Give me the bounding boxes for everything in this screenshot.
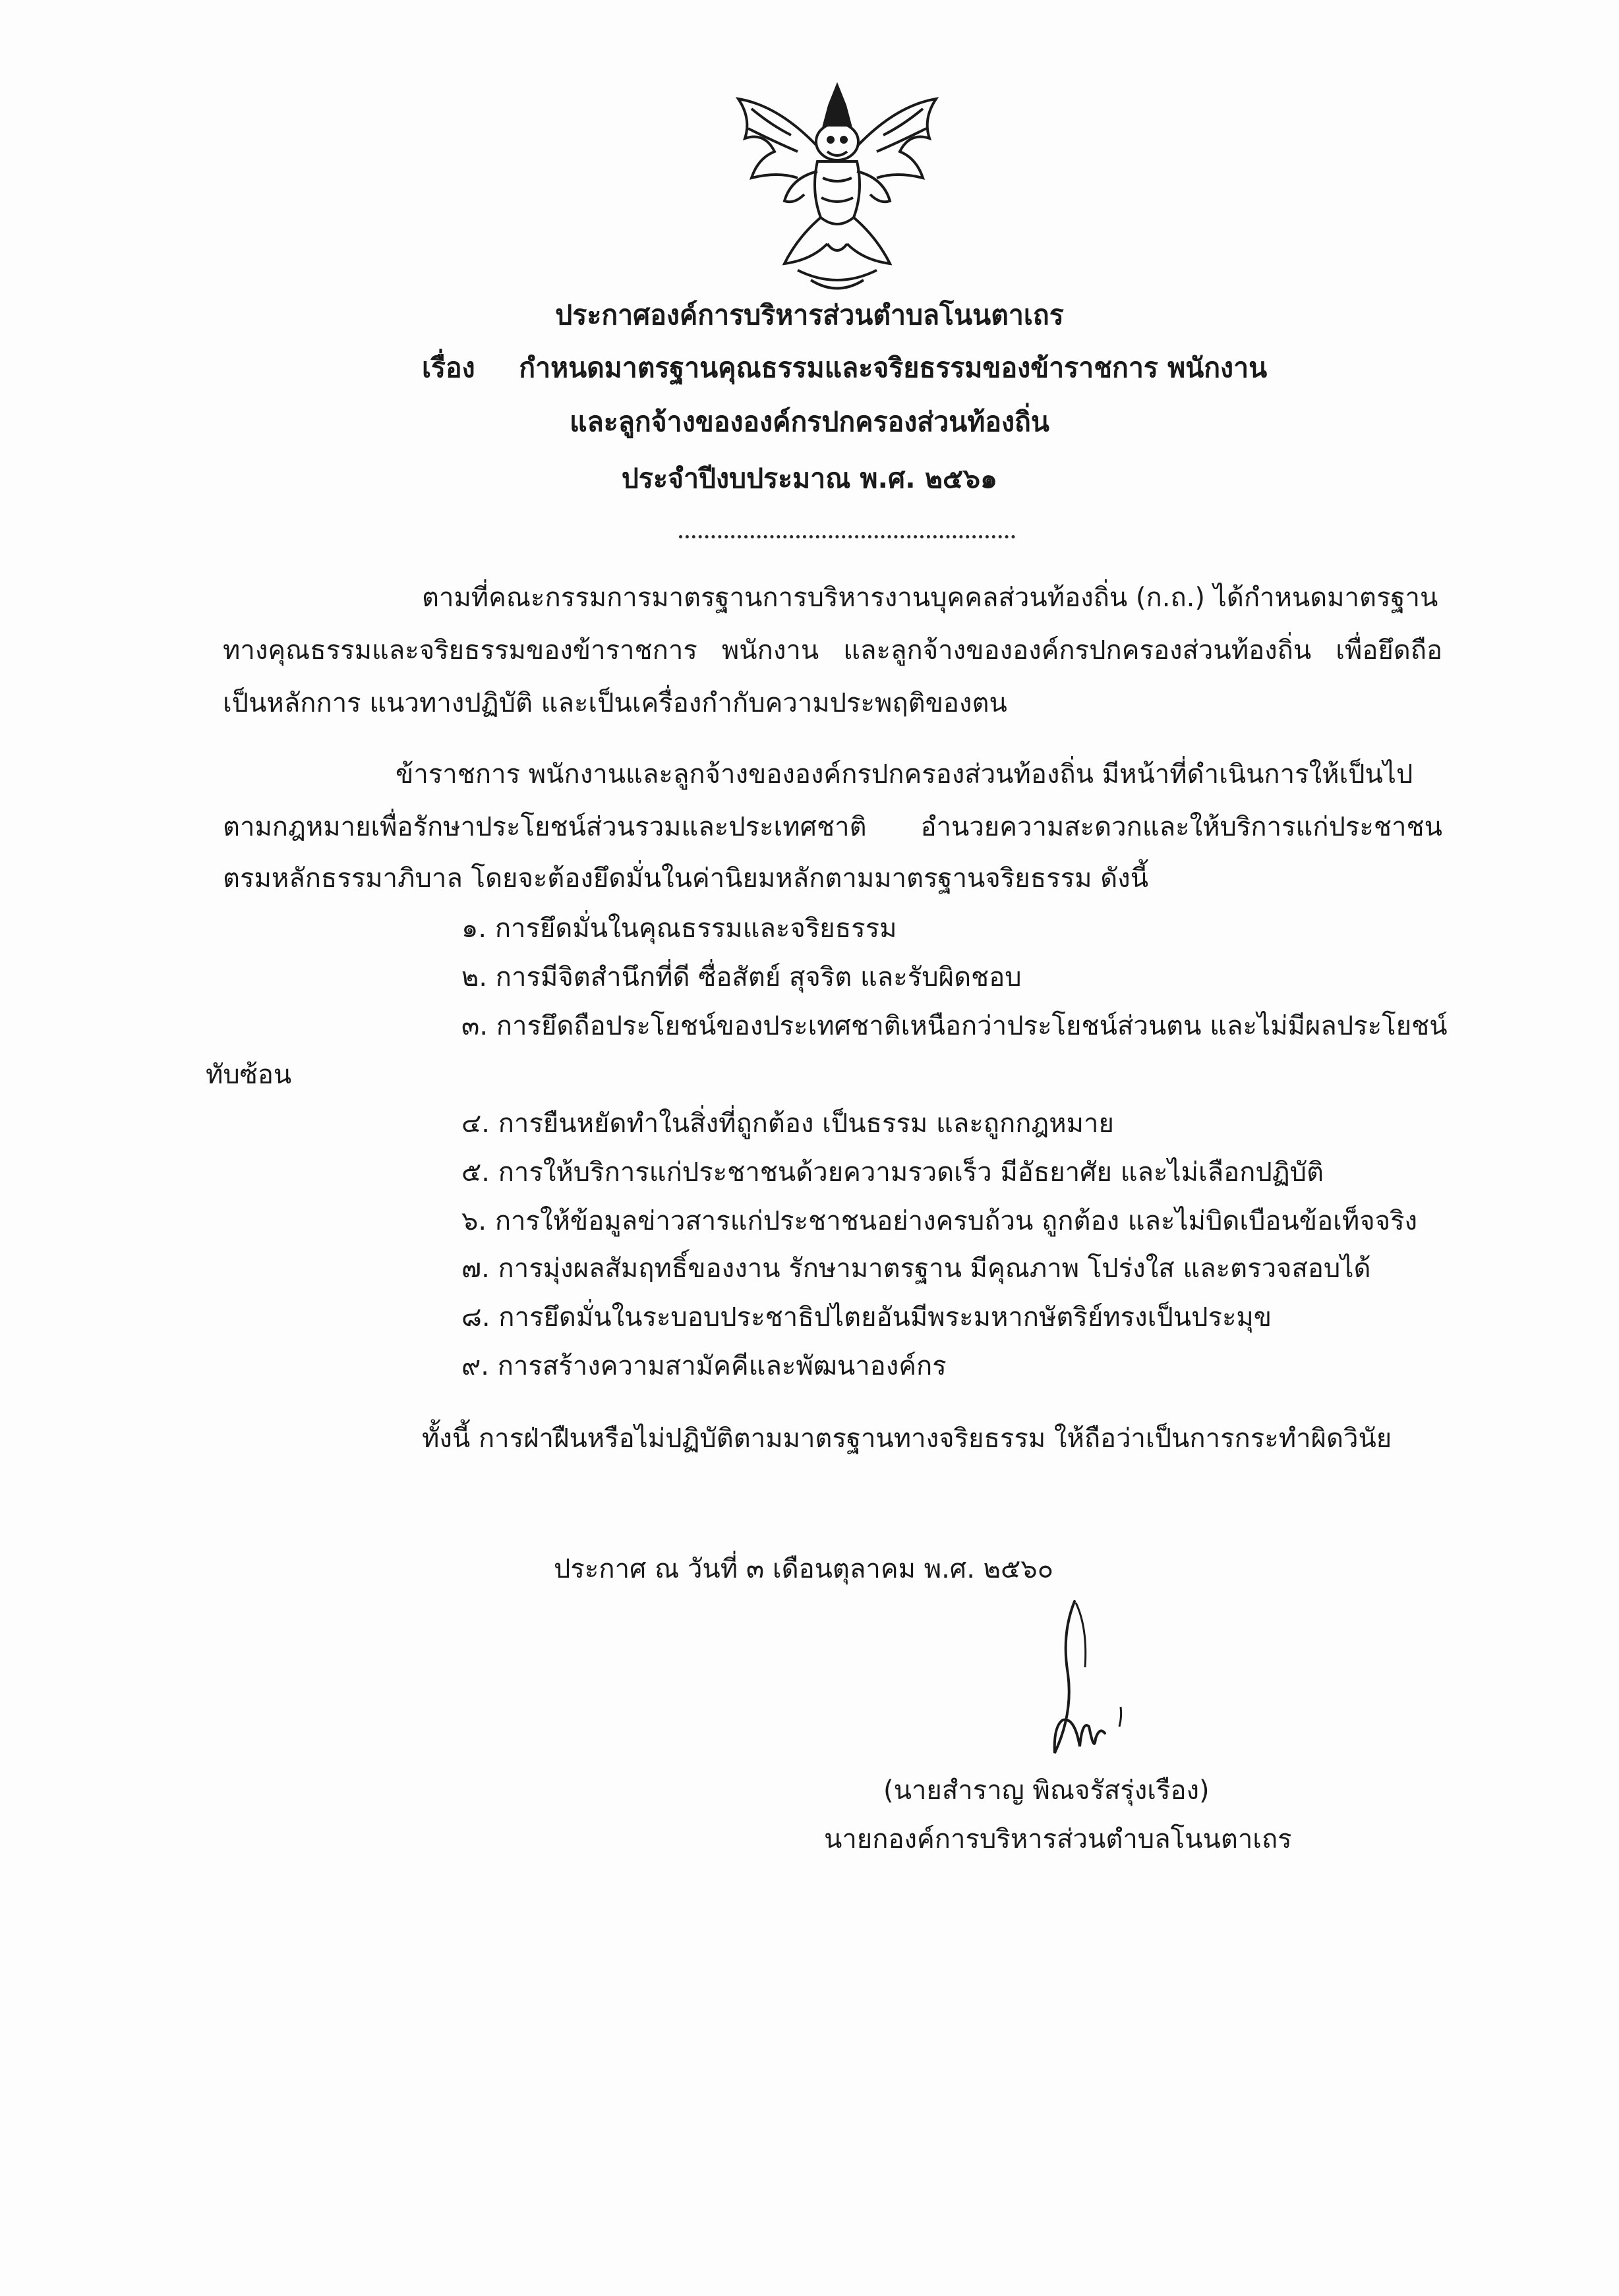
handwritten-signature: [1022, 1595, 1173, 1766]
para1-line2: ทางคุณธรรมและจริยธรรมของข้าราชการ พนักงาน และลูกจ้างขององค์กรปกครองส่วนท้องถิ่น เพื่อยึดถือ: [223, 635, 1442, 666]
para2-line2: ตามกฎหมายเพื่อรักษาประโยชน์ส่วนรวมและประเทศชาติ อำนวยความสะดวกและให้บริการแก่ประชาชน: [223, 812, 1442, 842]
closing-statement: ทั้งนี้ การฝ่าฝืนหรือไม่ปฏิบัติตามมาตรฐานทางจริยธรรม ให้ถือว่าเป็นการกระทำผิดวินัย: [422, 1423, 1392, 1454]
subject-label: เรื่อง: [422, 352, 475, 384]
announcement-title: ประกาศองค์การบริหารส่วนตำบลโนนตาเถร: [555, 299, 1064, 331]
para1-line3: เป็นหลักการ แนวทางปฏิบัติ และเป็นเครื่องกำกับความประพฤติของตน: [223, 688, 1007, 718]
subject-continuation: และลูกจ้างขององค์กรปกครองส่วนท้องถิ่น: [570, 406, 1049, 438]
list-item: ๙. การสร้างความสามัคคีและพัฒนาองค์กร: [461, 1351, 947, 1381]
list-item: ๓. การยึดถือประโยชน์ของประเทศชาติเหนือกว่าประโยชน์ส่วนตน และไม่มีผลประโยชน์: [461, 1011, 1448, 1041]
signer-position: นายกองค์การบริหารส่วนตำบลโนนตาเถร: [824, 1824, 1292, 1854]
list-item: ๗. การมุ่งผลสัมฤทธิ์ของงาน รักษามาตรฐาน มีคุณภาพ โปร่งใส และตรวจสอบได้: [461, 1253, 1371, 1284]
list-item: ๔. การยืนหยัดทำในสิ่งที่ถูกต้อง เป็นธรรม และถูกกฎหมาย: [461, 1108, 1114, 1139]
dotted-separator: [679, 535, 1015, 538]
subject-text: กำหนดมาตรฐานคุณธรรมและจริยธรรมของข้าราชการ พนักงาน: [519, 352, 1268, 384]
list-item: ๖. การให้ข้อมูลข่าวสารแก่ประชาชนอย่างครบถ้วน ถูกต้อง และไม่บิดเบือนข้อเท็จจริง: [461, 1206, 1418, 1236]
para1-line1: ตามที่คณะกรรมการมาตรฐานการบริหารงานบุคคลส่วนท้องถิ่น (ก.ถ.) ได้กำหนดมาตรฐาน: [422, 583, 1438, 613]
para2-line1: ข้าราชการ พนักงานและลูกจ้างขององค์กรปกครองส่วนท้องถิ่น มีหน้าที่ดำเนินการให้เป็นไป: [396, 759, 1413, 789]
fiscal-year-line: ประจำปีงบประมาณ พ.ศ. ๒๕๖๑: [621, 463, 998, 494]
list-item: ๑. การยึดมั่นในคุณธรรมและจริยธรรม: [461, 913, 897, 944]
garuda-emblem-icon: [712, 79, 962, 303]
list-item: ๒. การมีจิตสำนึกที่ดี ซื่อสัตย์ สุจริต และรับผิดชอบ: [461, 962, 1022, 992]
list-item: ๘. การยึดมั่นในระบอบประชาธิปไตยอันมีพระมหากษัตริย์ทรงเป็นประมุข: [461, 1302, 1272, 1333]
signer-name: (นายสำราญ พิณจรัสรุ่งเรือง): [883, 1775, 1210, 1806]
subject-line: [422, 351, 1267, 385]
list-item: ๕. การให้บริการแก่ประชาชนด้วยความรวดเร็ว มีอัธยาศัย และไม่เลือกปฏิบัติ: [461, 1157, 1324, 1188]
para2-line3: ตรมหลักธรรมาภิบาล โดยจะต้องยึดมั่นในค่านิยมหลักตามมาตรฐานจริยธรรม ดังนี้: [223, 863, 1149, 894]
announcement-date: ประกาศ ณ วันที่ ๓ เดือนตุลาคม พ.ศ. ๒๕๖๐: [554, 1554, 1054, 1584]
list-item-continuation: ทับซ้อน: [206, 1060, 292, 1090]
